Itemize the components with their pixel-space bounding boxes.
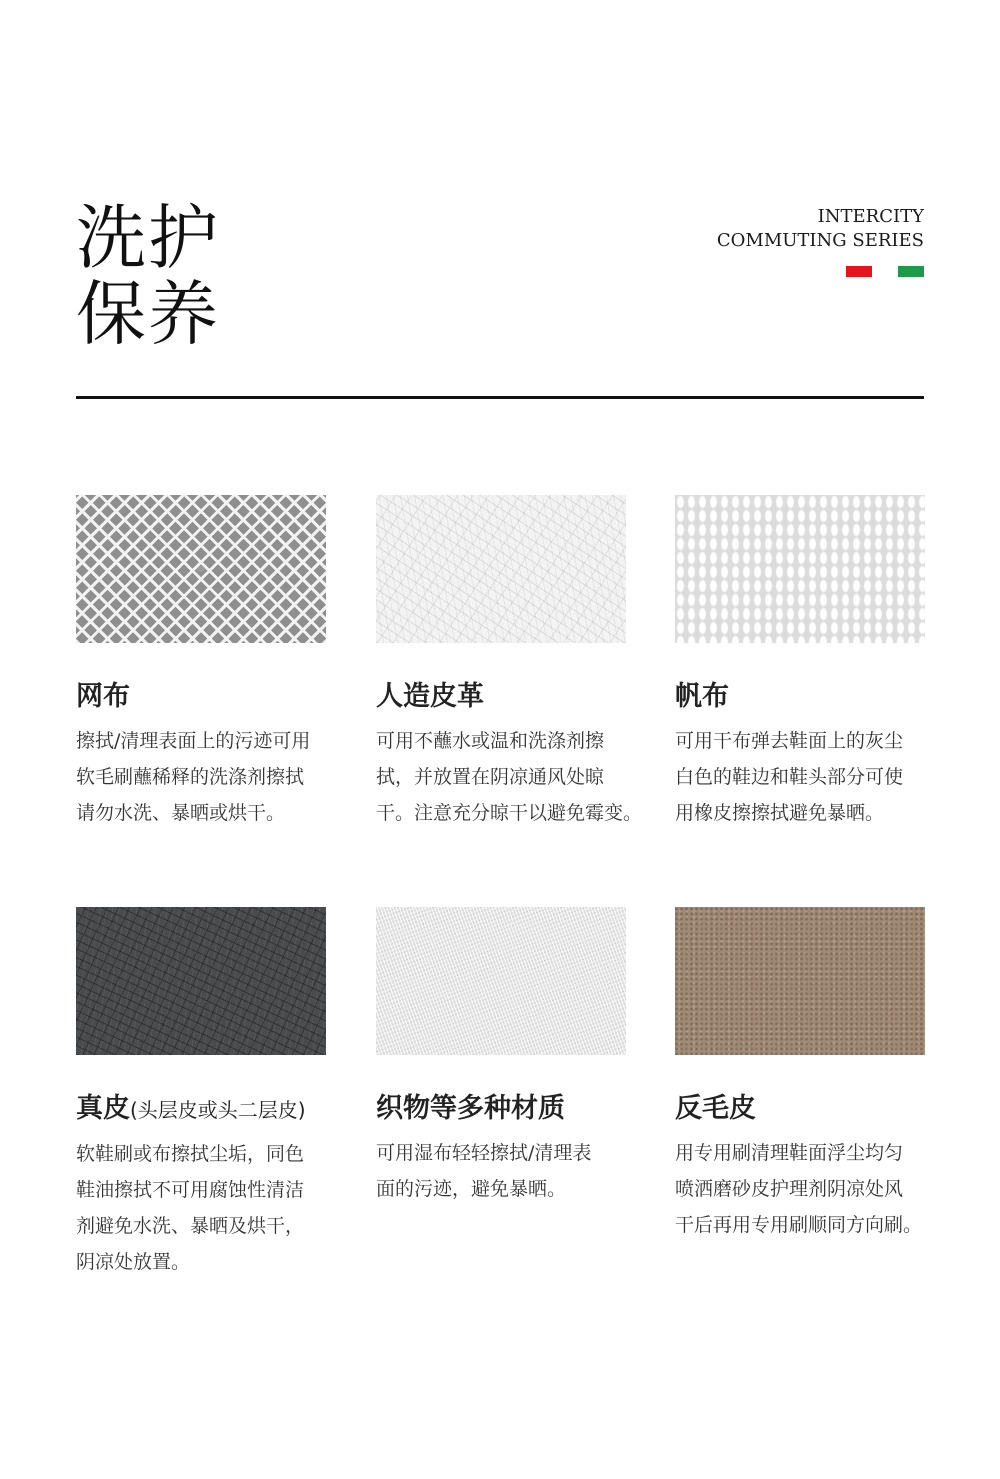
flag-green [898, 266, 924, 277]
header-divider [76, 396, 924, 399]
series-label [717, 205, 924, 253]
page-title-line-2: 保养 [76, 273, 220, 355]
material-card-fabric [376, 907, 626, 1207]
synthetic-leather-texture-image [376, 495, 626, 643]
material-care-text: 软鞋刷或布擦拭尘垢，同色 鞋油擦拭不可用腐蚀性清洁 剂避免水洗、暴晒及烘干， 阴凉处放置。 [76, 1143, 305, 1273]
italian-flag-stripe [846, 266, 924, 277]
material-care-text: 擦拭/清理表面上的污迹可用 软毛刷蘸稀释的洗涤剂擦拭 请勿水洗、暴晒或烘干。 [76, 730, 311, 824]
material-name: 帆布 [675, 681, 729, 712]
material-care-text: 用专用刷清理鞋面浮尘均匀 喷洒磨砂皮护理剂阴凉处风 干后再用专用刷顺同方向刷。 [675, 1142, 923, 1236]
material-care-text: 可用不蘸水或温和洗涤剂擦 拭，并放置在阴凉通风处晾 干。注意充分晾干以避免霉变。 [376, 730, 643, 824]
mesh-texture-image [76, 495, 326, 643]
material-card-genuine-leather [76, 907, 326, 1280]
material-care-text: 可用湿布轻轻擦拭/清理表 面的污迹，避免暴晒。 [376, 1142, 592, 1200]
material-card-suede [675, 907, 925, 1243]
page-title [76, 197, 220, 355]
series-label-line-1: INTERCITY [817, 206, 924, 227]
material-name: 真皮(头层皮或头二层皮) [76, 1093, 306, 1124]
material-name: 织物等多种材质 [376, 1093, 565, 1124]
canvas-texture-image [675, 495, 925, 643]
genuine-leather-texture-image [76, 907, 326, 1055]
series-label-line-2: COMMUTING SERIES [716, 230, 924, 251]
flag-white [872, 266, 898, 277]
fabric-texture-image [376, 907, 626, 1055]
material-name: 反毛皮 [675, 1093, 756, 1124]
material-card-synthetic-leather [376, 495, 643, 831]
material-care-text: 可用干布弹去鞋面上的灰尘 白色的鞋边和鞋头部分可使 用橡皮擦擦拭避免暴晒。 [675, 730, 904, 824]
material-card-canvas [675, 495, 925, 831]
suede-texture-image [675, 907, 925, 1055]
material-card-mesh [76, 495, 326, 831]
material-name: 人造皮革 [376, 681, 484, 712]
material-name-note: (头层皮或头二层皮) [130, 1098, 306, 1122]
page-title-line-1: 洗护 [76, 197, 220, 279]
material-name: 网布 [76, 681, 130, 712]
flag-red [846, 266, 872, 277]
